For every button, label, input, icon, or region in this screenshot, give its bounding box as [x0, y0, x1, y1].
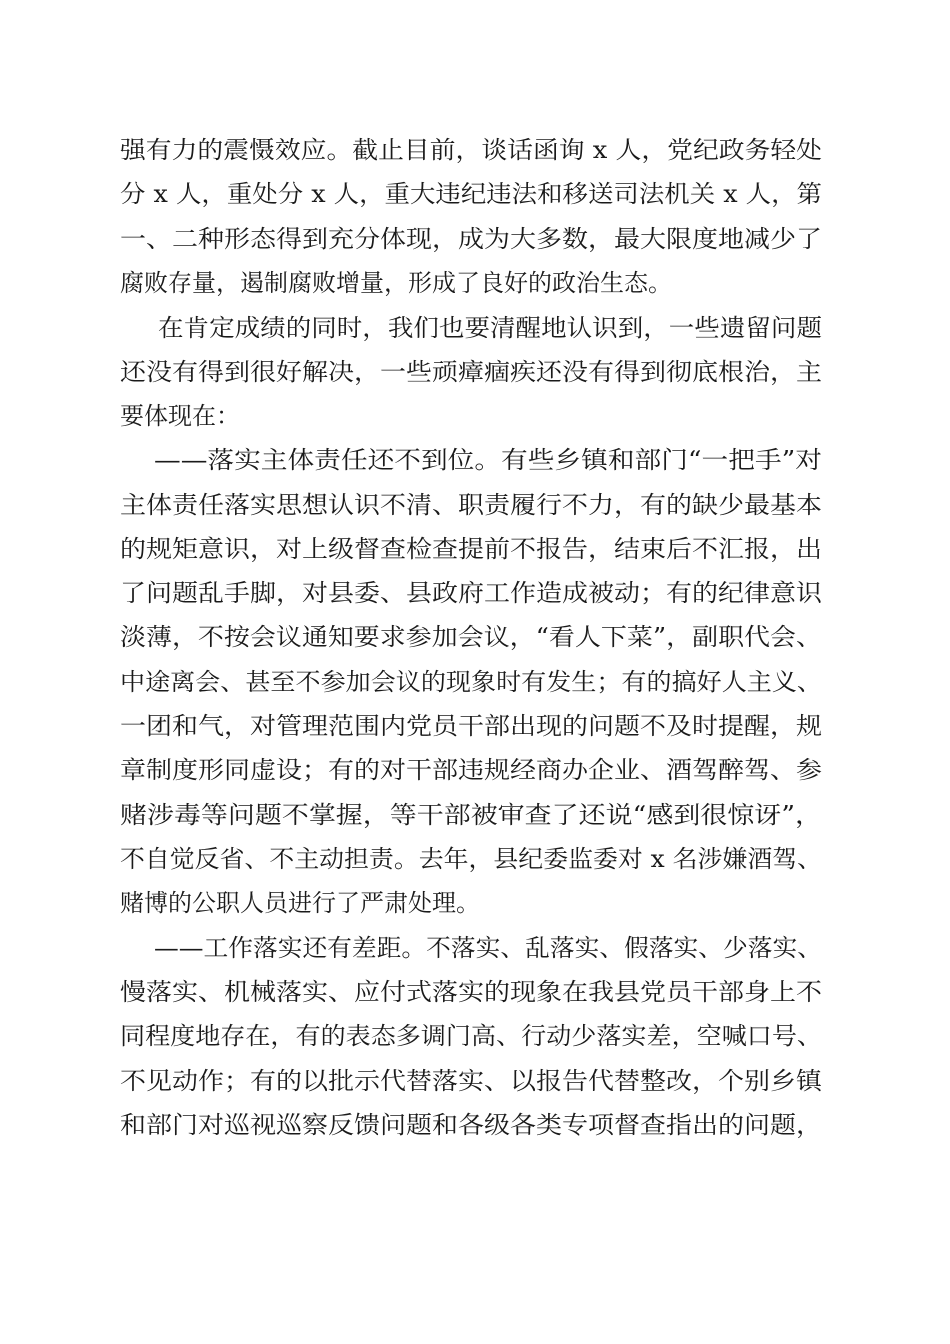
text-line: 强有力的震慑效应。截止目前，谈话函询 x 人，党纪政务轻处 — [120, 136, 822, 164]
text-line: 一团和气，对管理范围内党员干部出现的问题不及时提醒，规 — [120, 712, 822, 740]
text-line: 慢落实、机械落实、应付式落实的现象在我县党员干部身上不 — [120, 978, 822, 1006]
text-line: 同程度地存在，有的表态多调门高、行动少落实差，空喊口号、 — [120, 1022, 822, 1050]
text-line: 了问题乱手脚，对县委、县政府工作造成被动；有的纪律意识 — [120, 579, 822, 607]
text-line: 一、二种形态得到充分体现，成为大多数，最大限度地减少了 — [120, 225, 822, 253]
text-line: 中途离会、甚至不参加会议的现象时有发生；有的搞好人主义、 — [120, 668, 822, 696]
text-line: 和部门对巡视巡察反馈问题和各级各类专项督查指出的问题， — [120, 1111, 822, 1139]
text-line: 赌涉毒等问题不掌握，等干部被审查了还说“感到很惊讶”， — [120, 801, 822, 829]
text-line: 的规矩意识，对上级督查检查提前不报告，结束后不汇报，出 — [120, 535, 822, 563]
text-line: 主体责任落实思想认识不清、职责履行不力，有的缺少最基本 — [120, 491, 822, 519]
text-line: 不见动作；有的以批示代替落实、以报告代替整改，个别乡镇 — [120, 1067, 822, 1095]
text-line: 章制度形同虚设；有的对干部违规经商办企业、酒驾醉驾、参 — [120, 756, 822, 784]
text-line: 还没有得到很好解决，一些顽瘴痼疾还没有得到彻底根治，主 — [120, 358, 822, 386]
paragraph-first-line: ——工作落实还有差距。不落实、乱落实、假落实、少落实、 — [154, 934, 822, 962]
text-line: 腐败存量，遏制腐败增量，形成了良好的政治生态。 — [120, 269, 672, 297]
paragraph-first-line: ——落实主体责任还不到位。有些乡镇和部门“一把手”对 — [154, 446, 822, 474]
text-line: 分 x 人，重处分 x 人，重大违纪违法和移送司法机关 x 人，第 — [120, 180, 822, 208]
text-line: 赌博的公职人员进行了严肃处理。 — [120, 889, 480, 917]
text-line: 要体现在： — [120, 402, 240, 430]
text-line: 淡薄，不按会议通知要求参加会议，“看人下菜”，副职代会、 — [120, 623, 822, 651]
text-line: 不自觉反省、不主动担责。去年，县纪委监委对 x 名涉嫌酒驾、 — [120, 845, 822, 873]
paragraph-first-line: 在肯定成绩的同时，我们也要清醒地认识到，一些遗留问题 — [158, 314, 822, 342]
